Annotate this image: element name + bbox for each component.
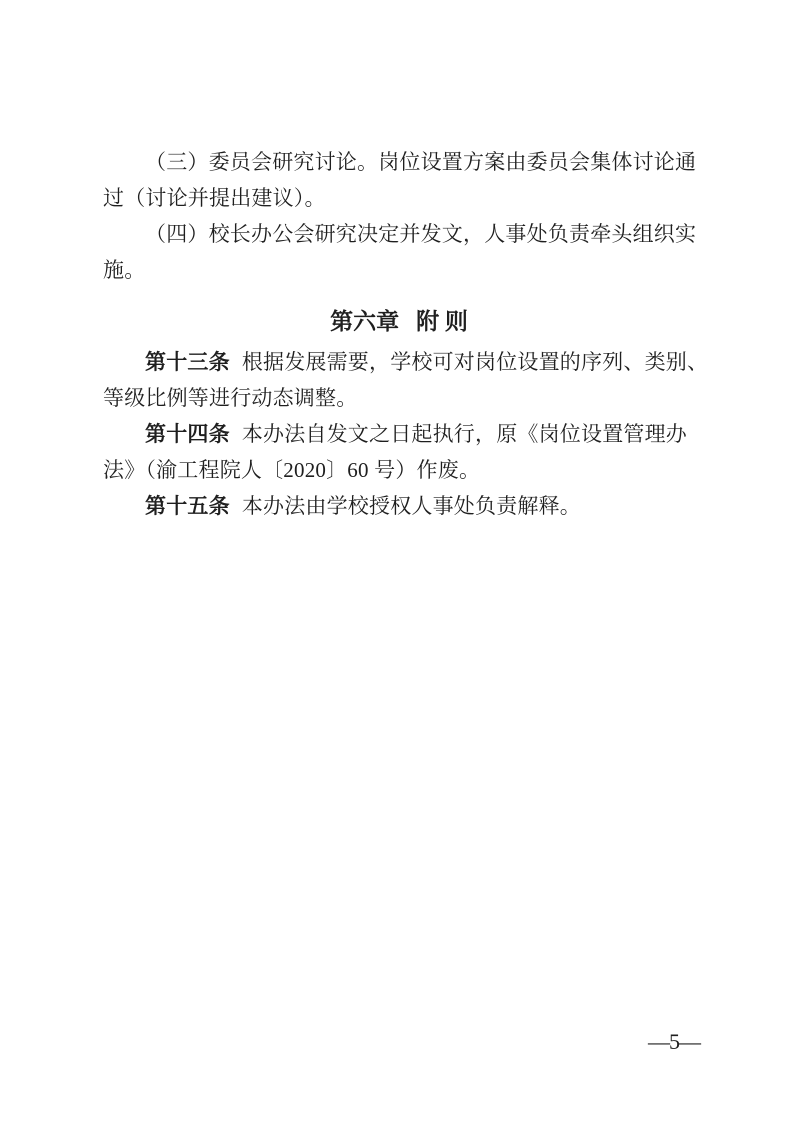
article-14-text: 本办法自发文之日起执行，原《岗位设置管理办 [241, 422, 688, 446]
article-14-marker: 第十四条 [145, 422, 230, 446]
article-13-text: 根据发展需要，学校可对岗位设置的序列、类别、 [241, 350, 709, 374]
article-13-line-2: 等级比例等进行动态调整。 [103, 386, 358, 410]
paragraph-3-line-1: （三）委员会研究讨论。岗位设置方案由委员会集体讨论通 [145, 150, 697, 174]
paragraph-4-line-1: （四）校长办公会研究决定并发文，人事处负责牵头组织实 [145, 222, 697, 246]
article-14-line-1 [103, 416, 695, 452]
page-number: —5— [648, 1029, 700, 1054]
paragraph-4-line-2: 施。 [103, 258, 146, 282]
document-body [103, 144, 709, 524]
chapter-number: 第六章 [330, 309, 400, 334]
chapter-heading [103, 304, 695, 340]
article-15-text: 本办法由学校授权人事处负责解释。 [241, 494, 582, 518]
article-15-line-1 [103, 488, 695, 524]
paragraph-3-line-2: 过（讨论并提出建议）。 [103, 186, 326, 210]
chapter-title: 附 则 [416, 309, 468, 334]
article-13-line-1 [103, 344, 709, 380]
article-14-line-2: 法》（渝工程院人〔2020〕60 号）作废。 [103, 458, 481, 482]
article-15-marker: 第十五条 [145, 494, 230, 518]
article-13-marker: 第十三条 [145, 350, 230, 374]
